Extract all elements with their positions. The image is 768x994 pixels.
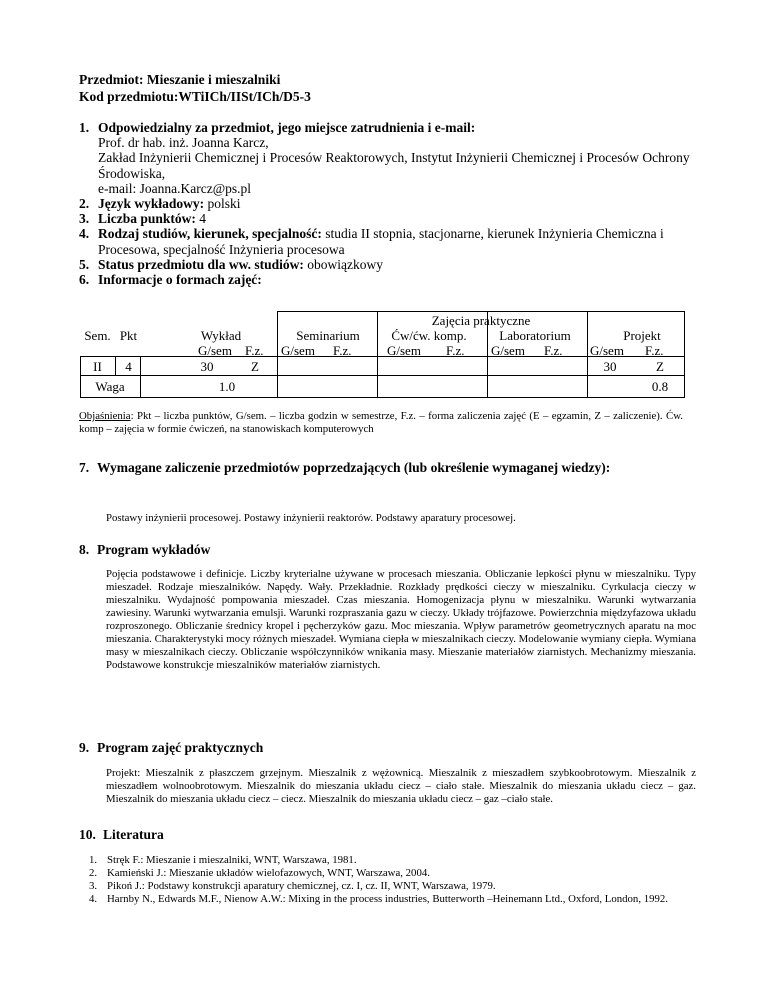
literature-list [89, 854, 695, 906]
section-10-title: 10. Literatura [79, 827, 164, 842]
section-7-text: Postawy inżynierii procesowej. Postawy inżynierii reaktorów. Podstawy aparatury procesowej. [106, 512, 516, 524]
info-value: 4 [199, 211, 207, 227]
exercises-fz-subheader: F.z. [446, 343, 465, 358]
lecture-header: Wykład [200, 328, 242, 343]
section-7-title: 7. Wymagane zaliczenie przedmiotów poprzedzających (lub określenie wymaganej wiedzy): [79, 460, 611, 475]
info-item-person [79, 135, 699, 150]
practical-classes-header: Zajęcia praktyczne [431, 313, 531, 328]
subject-title: Przedmiot: Mieszanie i mieszalniki [79, 72, 281, 87]
laboratory-gsem-subheader: G/sem [491, 343, 525, 358]
table-line [80, 375, 685, 376]
literature-item: 1. Stręk F.: Mieszanie i mieszalniki, WNT, Warszawa, 1981. [89, 854, 357, 866]
info-item-study-type: 4. Rodzaj studiów, kierunek, specjalność: studia II stopnia, stacjonarne, kierunek Inżynieria Chemiczna i Procesowa, specjalność Inżynieria procesowa [79, 226, 664, 257]
table-line [80, 397, 685, 398]
info-value: Prof. dr hab. inż. Joanna Karcz, [98, 135, 269, 151]
explanation-label: Objaśnienia [79, 410, 131, 422]
info-label: Informacje o formach zajęć: [98, 272, 262, 288]
pkt-header: Pkt [119, 328, 138, 343]
section-8-text: Pojęcia podstawowe i definicje. Liczby kryterialne używane w procesach mieszania. Obliczanie lepkości płynu w mieszalniku. Typy mieszadeł. Rodzaje mieszalników. Napędy. Wały. Przekładnie. Rozkłady prędkości cieczy w mieszalniku. Cyrkulacja cieczy w mieszalniku. Wydajność pompowania mieszadeł. Czas mieszania. Homogenizacja płynu w mieszalniku. Warunki wytwarzania zawiesiny. Warunki wytwarzania emulsji. Warunki rozpraszania gazu w cieczy. Układy trójfazowe. Powierzchnia międzyfazowa układu rozproszonego. Obliczanie średnicy kropel i pęcherzyków gazu. Moc mieszania. Wpływ parametrów geometrycznych aparatu na moc mieszania. Charakterystyki mocy różnych mieszadeł. Wymiana ciepła w mieszalnikach cieczy. Modelowanie wymiany ciepła. Wymiana masy w mieszalnikach cieczy. Obliczanie współczynników wnikania masy. Mieszanie materiałów ziarnistych. Mechanizmy mieszania. Podstawowe konstrukcje mieszalników materiałów ziarnistych. [106, 568, 696, 671]
section-9-text: Projekt: Mieszalnik z płaszczem grzejnym. Mieszalnik z wężownicą. Mieszalnik z mieszadłem szybkoobrotowym. Mieszalnik z mieszadłem wolnoobrotowym. Mieszalnik do mieszania układu ciecz – ciało stałe. Mieszalnik do mieszania układu ciecz – gaz. Mieszalnik do mieszania układu ciecz – ciecz. Mieszalnik do mieszania układu ciecz – gaz –ciało stałe. [106, 767, 696, 805]
table-explanation [79, 410, 683, 436]
info-label: Status przedmiotu dla ww. studiów: [98, 256, 304, 272]
laboratory-header: Laboratorium [499, 328, 571, 343]
info-item-status: 5. Status przedmiotu dla ww. studiów: obowiązkowy [79, 256, 384, 272]
info-item-points: 3. Liczba punktów: 4 [79, 211, 207, 227]
project-weight-value: 0.8 [651, 379, 669, 394]
exercises-header: Ćw/ćw. komp. [391, 328, 467, 343]
project-fz-subheader: F.z. [645, 343, 664, 358]
literature-item: 2. Kamieński J.: Mieszanie układów wielofazowych, WNT, Warszawa, 2004. [89, 867, 430, 879]
email-text: e-mail: Joanna.Karcz@ps.pl [98, 180, 252, 196]
info-list [79, 120, 699, 287]
seminar-fz-subheader: F.z. [333, 343, 352, 358]
literature-item: 3. Pikoń J.: Podstawy konstrukcji aparatury chemicznej, cz. I, cz. II, WNT, Warszawa, 1979. [89, 880, 496, 892]
lecture-gsem-subheader: G/sem [198, 343, 232, 358]
document-header [79, 71, 311, 105]
info-label: Odpowiedzialny za przedmiot, jego miejsce zatrudnienia i e-mail: [98, 120, 476, 135]
info-label: Rodzaj studiów, kierunek, specjalność: [98, 226, 322, 242]
info-value: studia II stopnia, stacjonarne, kierunek Inżynieria Chemiczna i Procesowa, specjalność Inżynieria procesowa [98, 226, 664, 257]
classes-table [80, 311, 685, 398]
info-item-forms: 6. Informacje o formach zajęć: [79, 272, 262, 288]
table-line [277, 311, 685, 312]
sem-header: Sem. [84, 328, 111, 343]
row-sem-value: II [93, 359, 102, 374]
lecture-fz-subheader: F.z. [245, 343, 264, 358]
section-8-title: 8. Program wykładów [79, 542, 211, 557]
project-gsem-subheader: G/sem [590, 343, 624, 358]
info-label: Język wykładowy: [98, 196, 205, 212]
info-item-email [79, 181, 699, 196]
info-value: polski [207, 196, 241, 212]
project-hours-value: 30 [603, 359, 617, 374]
info-label: Liczba punktów: [98, 211, 196, 227]
lecture-weight-value: 1.0 [218, 379, 236, 394]
seminar-gsem-subheader: G/sem [281, 343, 315, 358]
info-item-language: 2. Język wykładowy: polski [79, 196, 241, 212]
weight-label: Waga [95, 379, 125, 394]
lecture-hours-value: 30 [200, 359, 214, 374]
info-value: obowiązkowy [307, 256, 384, 272]
subject-code: Kod przedmiotu:WTiICh/IISt/ICh/D5-3 [79, 89, 311, 104]
project-form-value: Z [656, 359, 664, 374]
info-item-department [79, 150, 699, 180]
seminar-header: Seminarium [296, 328, 360, 343]
project-header: Projekt [623, 328, 661, 343]
row-pkt-value: 4 [125, 359, 132, 374]
laboratory-fz-subheader: F.z. [544, 343, 563, 358]
explanation-text: : Pkt – liczba punktów, G/sem. – liczba godzin w semestrze, F.z. – forma zaliczenia zajęć (E – egzamin, Z – zaliczenie). Ćw. komp – zajęcia w formie ćwiczeń, na stanowiskach komputerowych [79, 410, 683, 435]
lecture-form-value: Z [251, 359, 259, 374]
section-9-title: 9. Program zajęć praktycznych [79, 740, 264, 755]
info-item-responsible: 1. Odpowiedzialny za przedmiot, jego miejsce zatrudnienia i e-mail: [79, 120, 476, 135]
literature-item: 4. Harnby N., Edwards M.F., Nienow A.W.: Mixing in the process industries, Butterworth –Heinemann Ltd., Oxford, London, 1992. [89, 893, 669, 905]
table-line [684, 311, 685, 398]
exercises-gsem-subheader: G/sem [387, 343, 421, 358]
info-value: Zakład Inżynierii Chemicznej i Procesów Reaktorowych, Instytut Inżynierii Chemicznej i Procesów Ochrony Środowiska, [98, 150, 690, 181]
